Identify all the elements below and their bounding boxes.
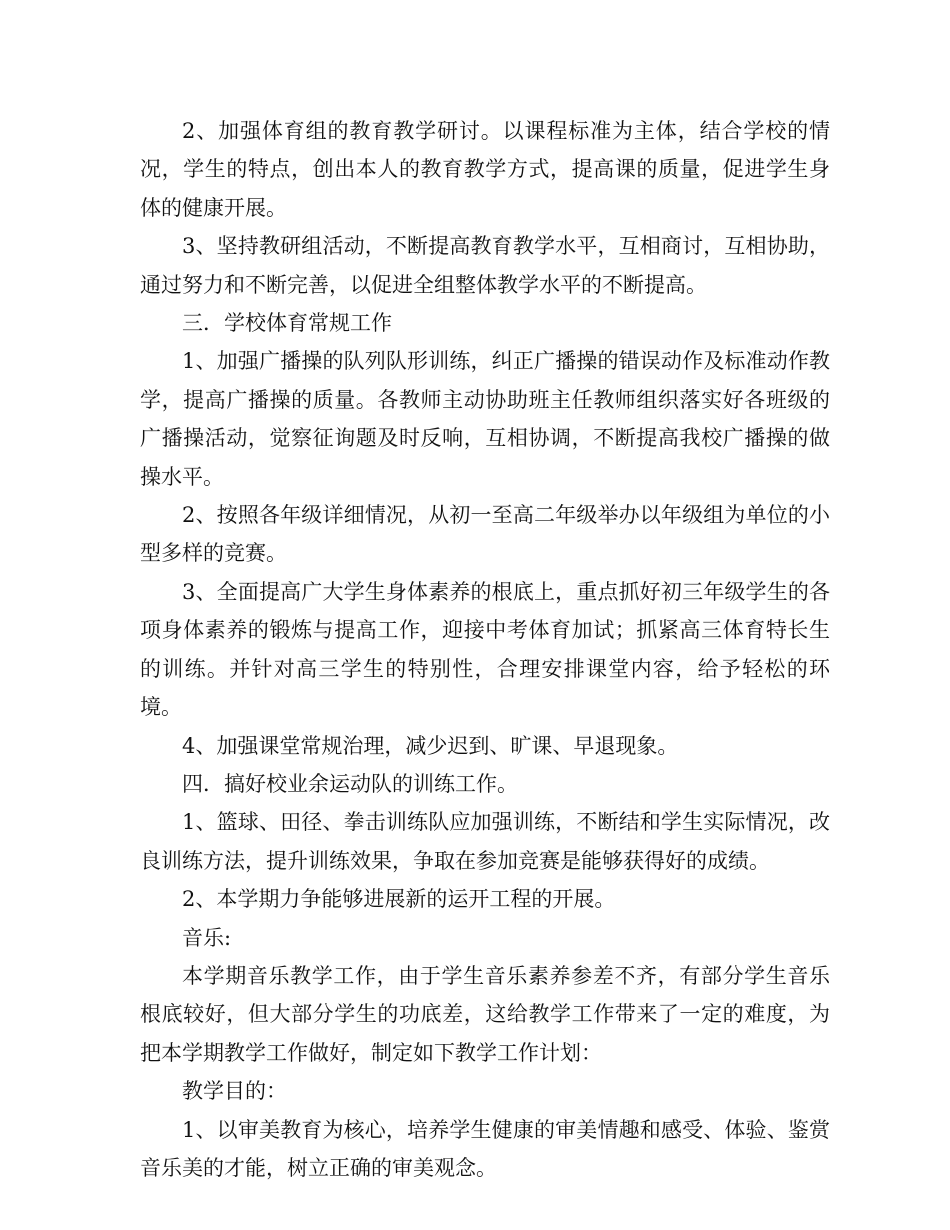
section-heading-teaching-goals: 教学目的： [182, 1079, 287, 1104]
paragraph-broadcast-exercise: 1、加强广播操的队列队形训练，纠正广播操的错误动作及标准动作教学，提高广播操的质量。各教师主动协助班主任教师组织落实好各班级的广播操活动，觉察征询题及时反响，互相协调，不断提高我校广播操的做操水平。 [140, 349, 830, 489]
paragraph-new-programs: 2、本学期力争能够进展新的运开工程的开展。 [182, 887, 616, 912]
paragraph-competitions: 2、按照各年级详细情况，从初一至高二年级举办以年级组为单位的小型多样的竞赛。 [140, 503, 830, 566]
document-page [140, 112, 830, 1187]
section-heading-sports-team: 四．搞好校业余运动队的训练工作。 [182, 771, 518, 796]
paragraph-music-plan: 本学期音乐教学工作，由于学生音乐素养参差不齐，有部分学生音乐根底较好，但大部分学生的功底差，这给教学工作带来了一定的难度，为把本学期教学工作做好，制定如下教学工作计划： [140, 963, 830, 1065]
section-heading-routine-work: 三．学校体育常规工作 [182, 311, 392, 336]
paragraph-classroom-routine: 4、加强课堂常规治理，减少迟到、旷课、早退现象。 [182, 733, 679, 758]
paragraph-teaching-group: 3、坚持教研组活动，不断提高教育教学水平，互相商讨，互相协助，通过努力和不断完善，以促进全组整体教学水平的不断提高。 [140, 234, 830, 297]
paragraph-training-teams: 1、篮球、田径、拳击训练队应加强训练，不断结和学生实际情况，改良训练方法，提升训练效果，争取在参加竞赛是能够获得好的成绩。 [140, 810, 830, 873]
section-heading-music: 音乐: [182, 925, 232, 950]
paragraph-physical-fitness: 3、全面提高广大学生身体素养的根底上，重点抓好初三年级学生的各项身体素养的锻炼与提高工作，迎接中考体育加试；抓紧高三体育特长生的训练。并针对高三学生的特别性，合理安排课堂内容，给予轻松的环境。 [140, 579, 830, 720]
paragraph-aesthetic-education: 1、以审美教育为核心，培养学生健康的审美情趣和感受、体验、鉴赏音乐美的才能，树立正确的审美观念。 [140, 1117, 830, 1180]
paragraph-research: 2、加强体育组的教育教学研讨。以课程标准为主体，结合学校的情况，学生的特点，创出本人的教育教学方式，提高课的质量，促进学生身体的健康开展。 [140, 119, 830, 220]
